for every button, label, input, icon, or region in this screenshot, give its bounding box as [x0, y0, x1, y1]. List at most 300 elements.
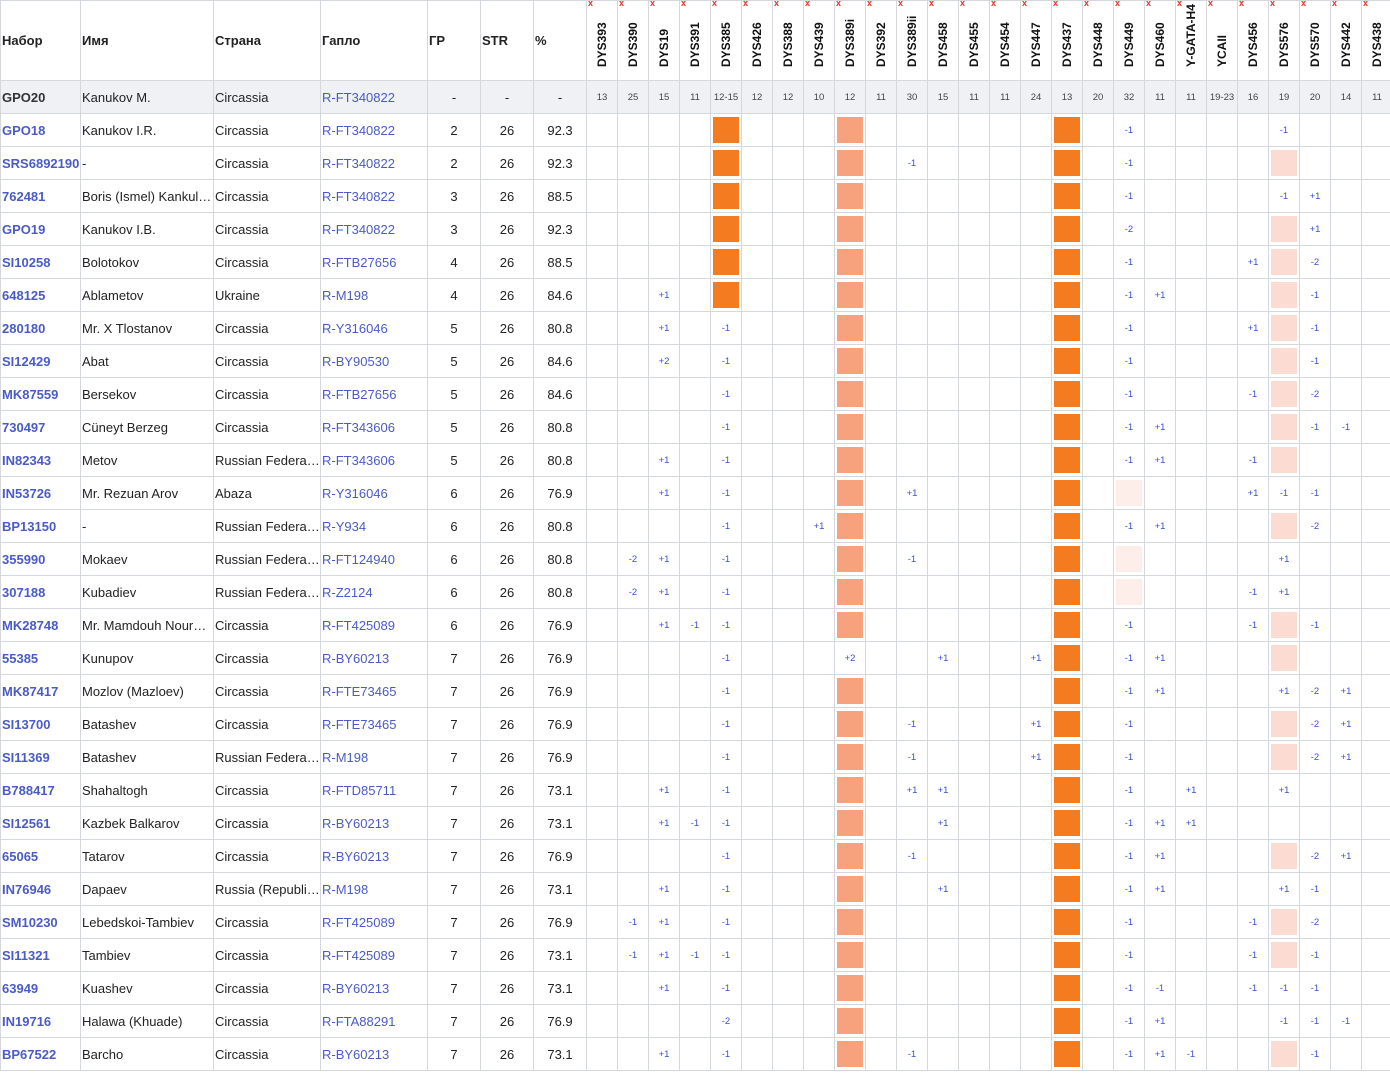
- haplogroup-link[interactable]: R-BY60213: [321, 840, 428, 873]
- marker-diff: -1: [1124, 520, 1134, 532]
- marker-cell-dys439: [804, 609, 835, 642]
- marker-highlight: [837, 612, 863, 638]
- remove-marker-icon[interactable]: x: [929, 0, 935, 8]
- kit-id-link[interactable]: GPO19: [1, 213, 81, 246]
- marker-header-dys385[interactable]: [711, 1, 742, 81]
- haplogroup-link[interactable]: R-FT340822: [321, 180, 428, 213]
- table-row[interactable]: [1, 939, 1390, 972]
- marker-header-dys389i[interactable]: [835, 1, 866, 81]
- marker-cell-dys437: [1052, 774, 1083, 807]
- marker-cell-dys426: [742, 807, 773, 840]
- haplogroup-link[interactable]: R-BY60213: [321, 807, 428, 840]
- marker-cell-dys456: [1238, 444, 1269, 477]
- marker-cell-dys388: [773, 246, 804, 279]
- table-row[interactable]: [1, 246, 1390, 279]
- marker-cell-dys389ii: [897, 378, 928, 411]
- marker-diff: +1: [1278, 553, 1290, 565]
- remove-marker-icon[interactable]: x: [1208, 0, 1214, 8]
- kit-id-link[interactable]: SI10258: [1, 246, 81, 279]
- marker-cell-dys438: [1362, 444, 1390, 477]
- marker-cell-dys454: [990, 246, 1021, 279]
- participant-name: Boris (Ismel) Kankul…: [81, 180, 214, 213]
- marker-header-dys388[interactable]: [773, 1, 804, 81]
- marker-header-dys460[interactable]: [1145, 1, 1176, 81]
- marker-highlight: [1271, 414, 1297, 440]
- header-genetic-distance[interactable]: ГР: [428, 1, 481, 81]
- marker-highlight: [1054, 810, 1080, 836]
- marker-diff: +1: [1247, 487, 1259, 499]
- country: Russian Federa…: [214, 543, 321, 576]
- kit-id-link[interactable]: MK87417: [1, 675, 81, 708]
- marker-cell-y-gata-h4: 11: [1176, 81, 1207, 114]
- haplogroup-link[interactable]: R-FT340822: [321, 213, 428, 246]
- marker-header-dys455[interactable]: [959, 1, 990, 81]
- kit-id-link[interactable]: MK28748: [1, 609, 81, 642]
- marker-cell-dys438: [1362, 774, 1390, 807]
- marker-cell-dys447: [1021, 180, 1052, 213]
- marker-cell-dys449: [1114, 873, 1145, 906]
- marker-cell-dys456: [1238, 939, 1269, 972]
- marker-label: DYS455: [967, 22, 981, 67]
- table-row[interactable]: [1, 279, 1390, 312]
- haplogroup-link[interactable]: R-FT340822: [321, 114, 428, 147]
- marker-header-dys426[interactable]: [742, 1, 773, 81]
- marker-cell-y-gata-h4: [1176, 972, 1207, 1005]
- table-row[interactable]: [1, 180, 1390, 213]
- marker-cell-dys390: [618, 576, 649, 609]
- marker-cell-dys456: [1238, 576, 1269, 609]
- marker-diff: +1: [658, 883, 670, 895]
- marker-cell-dys455: [959, 147, 990, 180]
- table-row[interactable]: [1, 444, 1390, 477]
- marker-diff: +1: [658, 586, 670, 598]
- marker-cell-dys389ii: [897, 906, 928, 939]
- marker-cell-dys576: [1269, 873, 1300, 906]
- match-percent: 92.3: [534, 114, 587, 147]
- table-row[interactable]: [1, 1005, 1390, 1038]
- marker-header-dys454[interactable]: [990, 1, 1021, 81]
- marker-highlight: [837, 777, 863, 803]
- marker-cell-dys388: [773, 312, 804, 345]
- marker-cell-dys455: [959, 1005, 990, 1038]
- marker-header-dys393[interactable]: [587, 1, 618, 81]
- table-row[interactable]: [1, 906, 1390, 939]
- marker-cell-dys456: [1238, 840, 1269, 873]
- header-name[interactable]: Имя: [81, 1, 214, 81]
- kit-id-link[interactable]: SI11321: [1, 939, 81, 972]
- remove-marker-icon[interactable]: x: [1363, 0, 1369, 8]
- table-row[interactable]: [1, 840, 1390, 873]
- haplogroup-link[interactable]: R-Y316046: [321, 312, 428, 345]
- remove-marker-icon[interactable]: x: [1084, 0, 1090, 8]
- marker-cell-dys389ii: [897, 180, 928, 213]
- marker-cell-dys455: [959, 939, 990, 972]
- kit-id-link[interactable]: SI11369: [1, 741, 81, 774]
- marker-cell-dys389ii: [897, 675, 928, 708]
- marker-cell-dys438: [1362, 477, 1390, 510]
- marker-header-dys19[interactable]: [649, 1, 680, 81]
- kit-id-link[interactable]: SRS6892190: [1, 147, 81, 180]
- marker-cell-dys19: [649, 675, 680, 708]
- str-count: 26: [481, 675, 534, 708]
- haplogroup-link[interactable]: R-FT340822: [321, 147, 428, 180]
- remove-marker-icon[interactable]: x: [1239, 0, 1245, 8]
- remove-marker-icon[interactable]: x: [588, 0, 594, 8]
- marker-header-dys392[interactable]: [866, 1, 897, 81]
- marker-cell-dys576: [1269, 213, 1300, 246]
- marker-header-dys576[interactable]: [1269, 1, 1300, 81]
- marker-cell-dys19: [649, 444, 680, 477]
- str-count: 26: [481, 444, 534, 477]
- marker-cell-dys458: [928, 675, 959, 708]
- marker-cell-dys438: [1362, 576, 1390, 609]
- marker-header-ycaii[interactable]: [1207, 1, 1238, 81]
- remove-marker-icon[interactable]: x: [650, 0, 656, 8]
- marker-cell-ycaii: [1207, 411, 1238, 444]
- participant-name: Bolotokov: [81, 246, 214, 279]
- haplogroup-link[interactable]: R-M198: [321, 279, 428, 312]
- marker-cell-dys389i: [835, 213, 866, 246]
- marker-cell-y-gata-h4: [1176, 444, 1207, 477]
- kit-id-link[interactable]: BP67522: [1, 1038, 81, 1071]
- table-row[interactable]: [1, 114, 1390, 147]
- marker-cell-ycaii: [1207, 675, 1238, 708]
- kit-id-link[interactable]: SI13700: [1, 708, 81, 741]
- marker-cell-dys19: [649, 1038, 680, 1071]
- country: Circassia: [214, 312, 321, 345]
- marker-cell-dys389ii: [897, 543, 928, 576]
- header-percent[interactable]: %: [534, 1, 587, 81]
- marker-cell-dys448: [1083, 147, 1114, 180]
- marker-cell-dys19: [649, 378, 680, 411]
- table-row[interactable]: [1, 345, 1390, 378]
- marker-highlight: [1271, 150, 1297, 176]
- marker-cell-dys389i: [835, 147, 866, 180]
- marker-cell-dys458: [928, 576, 959, 609]
- marker-cell-dys448: [1083, 609, 1114, 642]
- marker-cell-dys570: [1300, 411, 1331, 444]
- remove-marker-icon[interactable]: x: [681, 0, 687, 8]
- marker-cell-dys19: [649, 312, 680, 345]
- marker-cell-dys392: [866, 609, 897, 642]
- marker-header-dys447[interactable]: [1021, 1, 1052, 81]
- marker-cell-dys448: [1083, 939, 1114, 972]
- marker-cell-dys385: [711, 774, 742, 807]
- marker-cell-dys438: [1362, 411, 1390, 444]
- marker-cell-dys393: [587, 444, 618, 477]
- haplogroup-link[interactable]: R-FTB27656: [321, 246, 428, 279]
- remove-marker-icon[interactable]: x: [1301, 0, 1307, 8]
- marker-label: DYS439: [812, 22, 826, 67]
- marker-cell-dys389i: [835, 180, 866, 213]
- kit-id-link[interactable]: SI12561: [1, 807, 81, 840]
- table-row[interactable]: [1, 708, 1390, 741]
- table-row[interactable]: [1, 873, 1390, 906]
- table-row[interactable]: [1, 741, 1390, 774]
- remove-marker-icon[interactable]: x: [836, 0, 842, 8]
- marker-cell-dys570: [1300, 939, 1331, 972]
- remove-marker-icon[interactable]: x: [743, 0, 749, 8]
- marker-cell-dys437: [1052, 873, 1083, 906]
- kit-id-link[interactable]: 55385: [1, 642, 81, 675]
- remove-marker-icon[interactable]: x: [1053, 0, 1059, 8]
- kit-id-link[interactable]: 280180: [1, 312, 81, 345]
- table-row[interactable]: [1, 609, 1390, 642]
- marker-cell-dys576: [1269, 114, 1300, 147]
- marker-cell-y-gata-h4: [1176, 510, 1207, 543]
- haplogroup-link[interactable]: R-FT425089: [321, 609, 428, 642]
- remove-marker-icon[interactable]: x: [991, 0, 997, 8]
- marker-cell-dys447: [1021, 543, 1052, 576]
- reference-row[interactable]: [1, 81, 1390, 114]
- marker-cell-dys391: [680, 774, 711, 807]
- table-row[interactable]: [1, 675, 1390, 708]
- marker-cell-dys390: [618, 642, 649, 675]
- remove-marker-icon[interactable]: x: [712, 0, 718, 8]
- haplogroup-link[interactable]: R-FTA88291: [321, 1005, 428, 1038]
- marker-cell-dys449: [1114, 774, 1145, 807]
- kit-id-link[interactable]: IN19716: [1, 1005, 81, 1038]
- marker-diff: +1: [1278, 883, 1290, 895]
- marker-cell-dys576: [1269, 1005, 1300, 1038]
- haplogroup-link[interactable]: R-FT343606: [321, 411, 428, 444]
- kit-id-link[interactable]: 730497: [1, 411, 81, 444]
- participant-name: Bersekov: [81, 378, 214, 411]
- marker-cell-dys426: [742, 147, 773, 180]
- haplogroup-link[interactable]: R-FT425089: [321, 906, 428, 939]
- marker-cell-dys456: [1238, 1005, 1269, 1038]
- marker-cell-dys439: [804, 279, 835, 312]
- marker-diff: -1: [721, 949, 731, 961]
- haplogroup-link[interactable]: R-BY60213: [321, 972, 428, 1005]
- header-haplogroup[interactable]: Гапло: [321, 1, 428, 81]
- genetic-distance: 5: [428, 444, 481, 477]
- marker-cell-dys426: [742, 1038, 773, 1071]
- haplogroup-link[interactable]: R-FT343606: [321, 444, 428, 477]
- haplogroup-link[interactable]: R-Y316046: [321, 477, 428, 510]
- marker-cell-y-gata-h4: [1176, 543, 1207, 576]
- marker-header-dys449[interactable]: [1114, 1, 1145, 81]
- remove-marker-icon[interactable]: x: [1022, 0, 1028, 8]
- country: Circassia: [214, 81, 321, 114]
- marker-cell-dys389ii: 30: [897, 81, 928, 114]
- marker-cell-dys438: [1362, 1038, 1390, 1071]
- marker-cell-dys389ii: [897, 774, 928, 807]
- genetic-distance: 7: [428, 741, 481, 774]
- haplogroup-link[interactable]: R-BY60213: [321, 642, 428, 675]
- marker-header-dys437[interactable]: [1052, 1, 1083, 81]
- marker-cell-dys458: [928, 807, 959, 840]
- marker-diff: +1: [1185, 784, 1197, 796]
- table-row[interactable]: [1, 774, 1390, 807]
- marker-cell-dys442: [1331, 312, 1362, 345]
- marker-cell-dys388: [773, 741, 804, 774]
- remove-marker-icon[interactable]: x: [1332, 0, 1338, 8]
- kit-id-link[interactable]: MK87559: [1, 378, 81, 411]
- table-row[interactable]: [1, 411, 1390, 444]
- kit-id-link[interactable]: 648125: [1, 279, 81, 312]
- marker-diff: -1: [1124, 949, 1134, 961]
- haplogroup-link[interactable]: R-FTE73465: [321, 708, 428, 741]
- header-country[interactable]: Страна: [214, 1, 321, 81]
- haplogroup-link[interactable]: R-Y934: [321, 510, 428, 543]
- marker-header-dys389ii[interactable]: [897, 1, 928, 81]
- haplogroup-link[interactable]: R-M198: [321, 741, 428, 774]
- table-row[interactable]: [1, 1038, 1390, 1071]
- marker-cell-dys570: [1300, 444, 1331, 477]
- marker-cell-dys437: [1052, 708, 1083, 741]
- marker-cell-dys442: [1331, 675, 1362, 708]
- marker-cell-dys19: [649, 609, 680, 642]
- marker-cell-dys385: [711, 840, 742, 873]
- participant-name: Dapaev: [81, 873, 214, 906]
- str-count: 26: [481, 642, 534, 675]
- marker-cell-dys388: [773, 345, 804, 378]
- marker-cell-dys389i: [835, 807, 866, 840]
- remove-marker-icon[interactable]: x: [1115, 0, 1121, 8]
- table-row[interactable]: [1, 213, 1390, 246]
- marker-diff: +1: [906, 784, 918, 796]
- marker-cell-dys456: [1238, 246, 1269, 279]
- marker-diff: -1: [1124, 850, 1134, 862]
- marker-cell-dys391: [680, 543, 711, 576]
- remove-marker-icon[interactable]: x: [805, 0, 811, 8]
- marker-diff: +1: [1154, 520, 1166, 532]
- marker-cell-dys458: [928, 840, 959, 873]
- kit-id-link[interactable]: 307188: [1, 576, 81, 609]
- marker-diff: -1: [1341, 1015, 1351, 1027]
- genetic-distance: 7: [428, 1038, 481, 1071]
- marker-diff: +1: [1030, 751, 1042, 763]
- header-kit[interactable]: Набор: [1, 1, 81, 81]
- haplogroup-link[interactable]: R-FTB27656: [321, 378, 428, 411]
- marker-cell-dys447: [1021, 246, 1052, 279]
- marker-header-dys456[interactable]: [1238, 1, 1269, 81]
- marker-cell-dys19: [649, 840, 680, 873]
- table-row[interactable]: [1, 642, 1390, 675]
- haplogroup-link[interactable]: R-Z2124: [321, 576, 428, 609]
- marker-header-dys391[interactable]: [680, 1, 711, 81]
- kit-id-link[interactable]: 355990: [1, 543, 81, 576]
- marker-cell-dys455: [959, 642, 990, 675]
- marker-cell-dys439: [804, 246, 835, 279]
- marker-header-dys390[interactable]: [618, 1, 649, 81]
- remove-marker-icon[interactable]: x: [1146, 0, 1152, 8]
- haplogroup-link[interactable]: R-FT124940: [321, 543, 428, 576]
- marker-cell-dys388: [773, 477, 804, 510]
- haplogroup-link[interactable]: R-M198: [321, 873, 428, 906]
- remove-marker-icon[interactable]: x: [960, 0, 966, 8]
- haplogroup-link[interactable]: R-FTE73465: [321, 675, 428, 708]
- table-row[interactable]: [1, 576, 1390, 609]
- marker-cell-dys456: [1238, 345, 1269, 378]
- table-row[interactable]: [1, 477, 1390, 510]
- kit-id-link[interactable]: SI12429: [1, 345, 81, 378]
- table-row[interactable]: [1, 312, 1390, 345]
- marker-cell-dys438: [1362, 939, 1390, 972]
- marker-cell-dys388: [773, 906, 804, 939]
- remove-marker-icon[interactable]: x: [898, 0, 904, 8]
- marker-highlight: [1271, 249, 1297, 275]
- table-row[interactable]: [1, 807, 1390, 840]
- marker-cell-dys442: [1331, 180, 1362, 213]
- table-row[interactable]: [1, 510, 1390, 543]
- marker-diff: -1: [721, 619, 731, 631]
- marker-cell-dys390: [618, 609, 649, 642]
- marker-cell-dys390: [618, 312, 649, 345]
- marker-cell-dys388: [773, 180, 804, 213]
- table-row[interactable]: [1, 543, 1390, 576]
- remove-marker-icon[interactable]: x: [1177, 0, 1183, 8]
- kit-id-link[interactable]: IN76946: [1, 873, 81, 906]
- kit-id-link[interactable]: SM10230: [1, 906, 81, 939]
- marker-cell-dys393: 13: [587, 81, 618, 114]
- haplogroup-link[interactable]: R-FT425089: [321, 939, 428, 972]
- kit-id-link[interactable]: BP13150: [1, 510, 81, 543]
- marker-cell-dys392: [866, 378, 897, 411]
- match-percent: 73.1: [534, 774, 587, 807]
- marker-header-dys570[interactable]: [1300, 1, 1331, 81]
- marker-header-dys439[interactable]: [804, 1, 835, 81]
- marker-cell-dys388: [773, 609, 804, 642]
- marker-diff: -1: [721, 751, 731, 763]
- marker-highlight: [1271, 315, 1297, 341]
- haplogroup-link[interactable]: R-BY90530: [321, 345, 428, 378]
- kit-id-link[interactable]: B788417: [1, 774, 81, 807]
- header-str-count[interactable]: STR: [481, 1, 534, 81]
- marker-cell-dys385: [711, 114, 742, 147]
- marker-cell-dys392: [866, 708, 897, 741]
- kit-id-link[interactable]: 65065: [1, 840, 81, 873]
- table-row[interactable]: [1, 378, 1390, 411]
- marker-diff: -1: [628, 916, 638, 928]
- kit-id-link[interactable]: IN82343: [1, 444, 81, 477]
- marker-header-dys442[interactable]: [1331, 1, 1362, 81]
- remove-marker-icon[interactable]: x: [774, 0, 780, 8]
- marker-header-y-gata-h4[interactable]: [1176, 1, 1207, 81]
- genetic-distance: 7: [428, 642, 481, 675]
- marker-cell-dys391: [680, 180, 711, 213]
- country: Circassia: [214, 939, 321, 972]
- str-count: 26: [481, 279, 534, 312]
- haplogroup-link[interactable]: R-BY60213: [321, 1038, 428, 1071]
- kit-id-link[interactable]: IN53726: [1, 477, 81, 510]
- kit-id-link[interactable]: 63949: [1, 972, 81, 1005]
- marker-header-dys438[interactable]: [1362, 1, 1390, 81]
- marker-header-dys458[interactable]: [928, 1, 959, 81]
- kit-id-link[interactable]: 762481: [1, 180, 81, 213]
- participant-name: Abat: [81, 345, 214, 378]
- remove-marker-icon[interactable]: x: [619, 0, 625, 8]
- marker-cell-dys390: [618, 378, 649, 411]
- marker-cell-dys454: [990, 807, 1021, 840]
- remove-marker-icon[interactable]: x: [1270, 0, 1276, 8]
- table-row[interactable]: [1, 147, 1390, 180]
- marker-diff: +1: [813, 520, 825, 532]
- marker-cell-dys391: [680, 708, 711, 741]
- country: Circassia: [214, 807, 321, 840]
- haplogroup-link[interactable]: R-FT340822: [321, 81, 428, 114]
- table-row[interactable]: [1, 972, 1390, 1005]
- remove-marker-icon[interactable]: x: [867, 0, 873, 8]
- marker-cell-ycaii: [1207, 774, 1238, 807]
- marker-diff: -1: [907, 1048, 917, 1060]
- match-percent: 84.6: [534, 279, 587, 312]
- marker-header-dys448[interactable]: [1083, 1, 1114, 81]
- marker-diff: +1: [658, 322, 670, 334]
- kit-id-link[interactable]: GPO18: [1, 114, 81, 147]
- haplogroup-link[interactable]: R-FTD85711: [321, 774, 428, 807]
